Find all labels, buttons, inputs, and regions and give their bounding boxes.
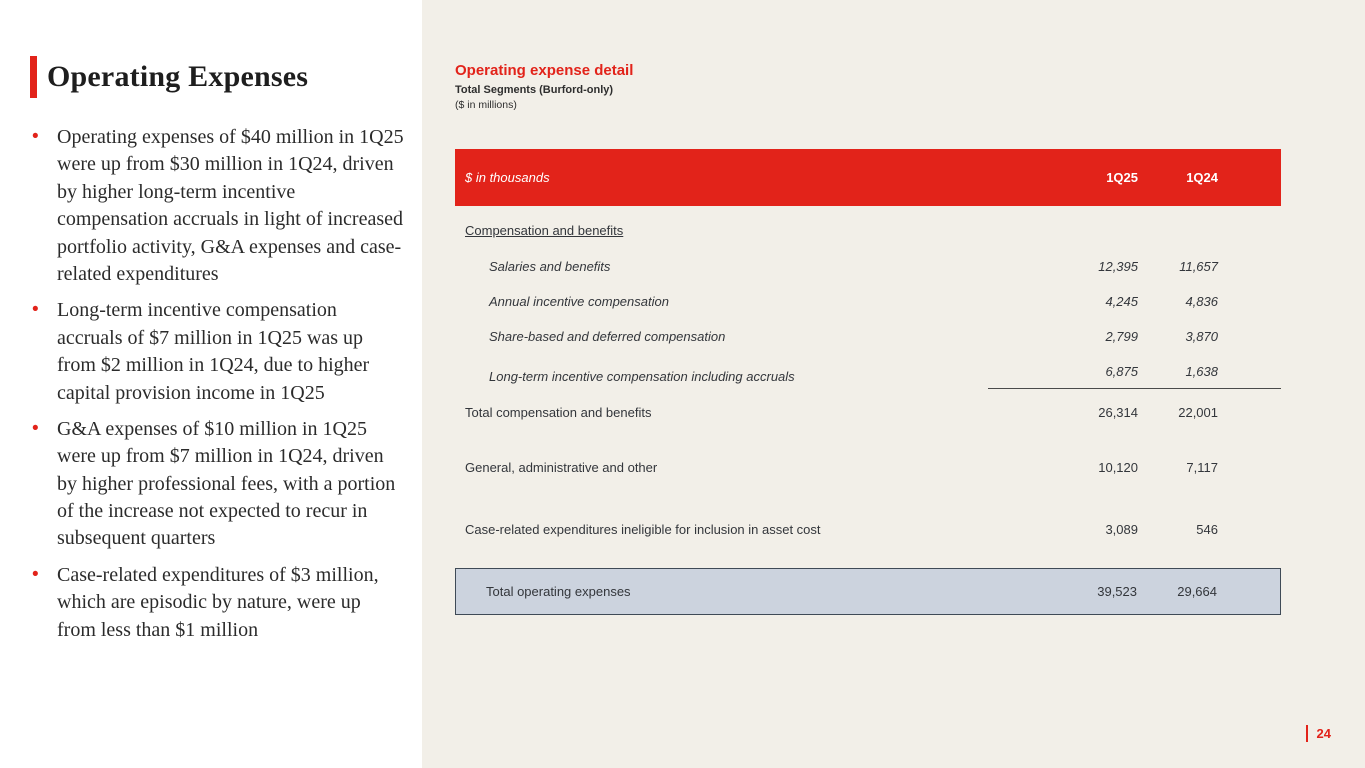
page-number-block: [1306, 725, 1331, 742]
q1-25-value: 4,245: [1105, 294, 1138, 309]
left-panel: [0, 0, 422, 768]
bullet-item: [30, 297, 404, 407]
bullet-marker: •: [32, 126, 39, 147]
table-row: [455, 448, 1281, 487]
page-number-divider: [1306, 725, 1308, 742]
q1-24-value: 22,001: [1178, 405, 1218, 420]
q1-25-value: 2,799: [1105, 329, 1138, 344]
bullet-marker: •: [32, 299, 39, 321]
expense-table: [455, 149, 1281, 615]
table-row: [455, 354, 1281, 390]
row-label: Share-based and deferred compensation: [489, 329, 726, 344]
header-col-1q25: 1Q25: [1106, 170, 1138, 185]
bullet-text: Case-related expenditures of $3 million, which are episodic by nature, were up from less than $1 million: [57, 563, 379, 641]
right-panel: [422, 0, 1365, 768]
slide-title-block: [30, 56, 404, 98]
q1-25-value: 6,875: [1105, 364, 1138, 379]
header-columns: [988, 170, 1281, 185]
table-row-section: [455, 206, 1281, 249]
q1-24-value: 546: [1196, 522, 1218, 537]
bullet-item: [30, 562, 404, 644]
row-label: Salaries and benefits: [489, 259, 611, 274]
q1-24-value: 4,836: [1185, 294, 1218, 309]
row-label: Total operating expenses: [486, 584, 631, 599]
table-row-subtotal: [455, 392, 1281, 433]
bullet-item: [30, 124, 404, 288]
bullet-text: Operating expenses of $40 million in 1Q25 were up from $30 million in 1Q24, driven by higher long-term incentive compensation accruals in light of increased portfolio activity, G&A expenses and case-related expenditures: [57, 126, 404, 285]
units-note: ($ in millions): [455, 99, 517, 111]
title-accent-bar: [30, 56, 37, 98]
table-row: [455, 249, 1281, 284]
q1-25-value: 3,089: [1105, 522, 1138, 537]
table-row: [455, 284, 1281, 319]
q1-24-value: 29,664: [1177, 584, 1217, 599]
row-label: Case-related expenditures ineligible for inclusion in asset cost: [465, 522, 821, 537]
q1-24-value: 7,117: [1186, 460, 1218, 475]
row-label: Long-term incentive compensation including accruals: [489, 369, 795, 384]
table-subtitle: Total Segments (Burford-only): [455, 84, 614, 96]
q1-25-value: 39,523: [1097, 584, 1137, 599]
table-row: [455, 319, 1281, 354]
bullet-item: [30, 416, 404, 553]
row-label: General, administrative and other: [465, 460, 658, 475]
table-row: [455, 510, 1281, 549]
q1-25-value: 26,314: [1098, 405, 1138, 420]
bullet-marker: •: [32, 417, 39, 439]
bullet-text: G&A expenses of $10 million in 1Q25 were up from $7 million in 1Q24, driven by higher professional fees, with a portion of the increase not expected to recur in subsequent quarters: [57, 417, 396, 550]
q1-24-value: 1,638: [1185, 364, 1218, 379]
table-header-row: [455, 149, 1281, 206]
row-label: Total compensation and benefits: [465, 405, 652, 420]
bullet-text: Long-term incentive compensation accruals of $7 million in 1Q25 was up from $2 million in 1Q24, due to higher capital provision income in 1Q25: [57, 299, 370, 404]
table-title: Operating expense detail: [455, 62, 634, 79]
bullet-list: [30, 124, 404, 644]
header-col-1q24: 1Q24: [1186, 170, 1218, 185]
header-units-label: $ in thousands: [465, 170, 550, 185]
q1-24-value: 3,870: [1185, 329, 1218, 344]
row-label: Compensation and benefits: [465, 223, 624, 238]
slide-title: Operating Expenses: [47, 60, 309, 93]
bullet-marker: •: [32, 563, 39, 585]
table-row-grand-total: [455, 568, 1281, 615]
row-label: Annual incentive compensation: [489, 294, 669, 309]
page-number: 24: [1316, 726, 1331, 741]
q1-25-value: 12,395: [1098, 259, 1138, 274]
q1-25-value: 10,120: [1098, 460, 1138, 475]
q1-24-value: 11,657: [1179, 259, 1218, 274]
